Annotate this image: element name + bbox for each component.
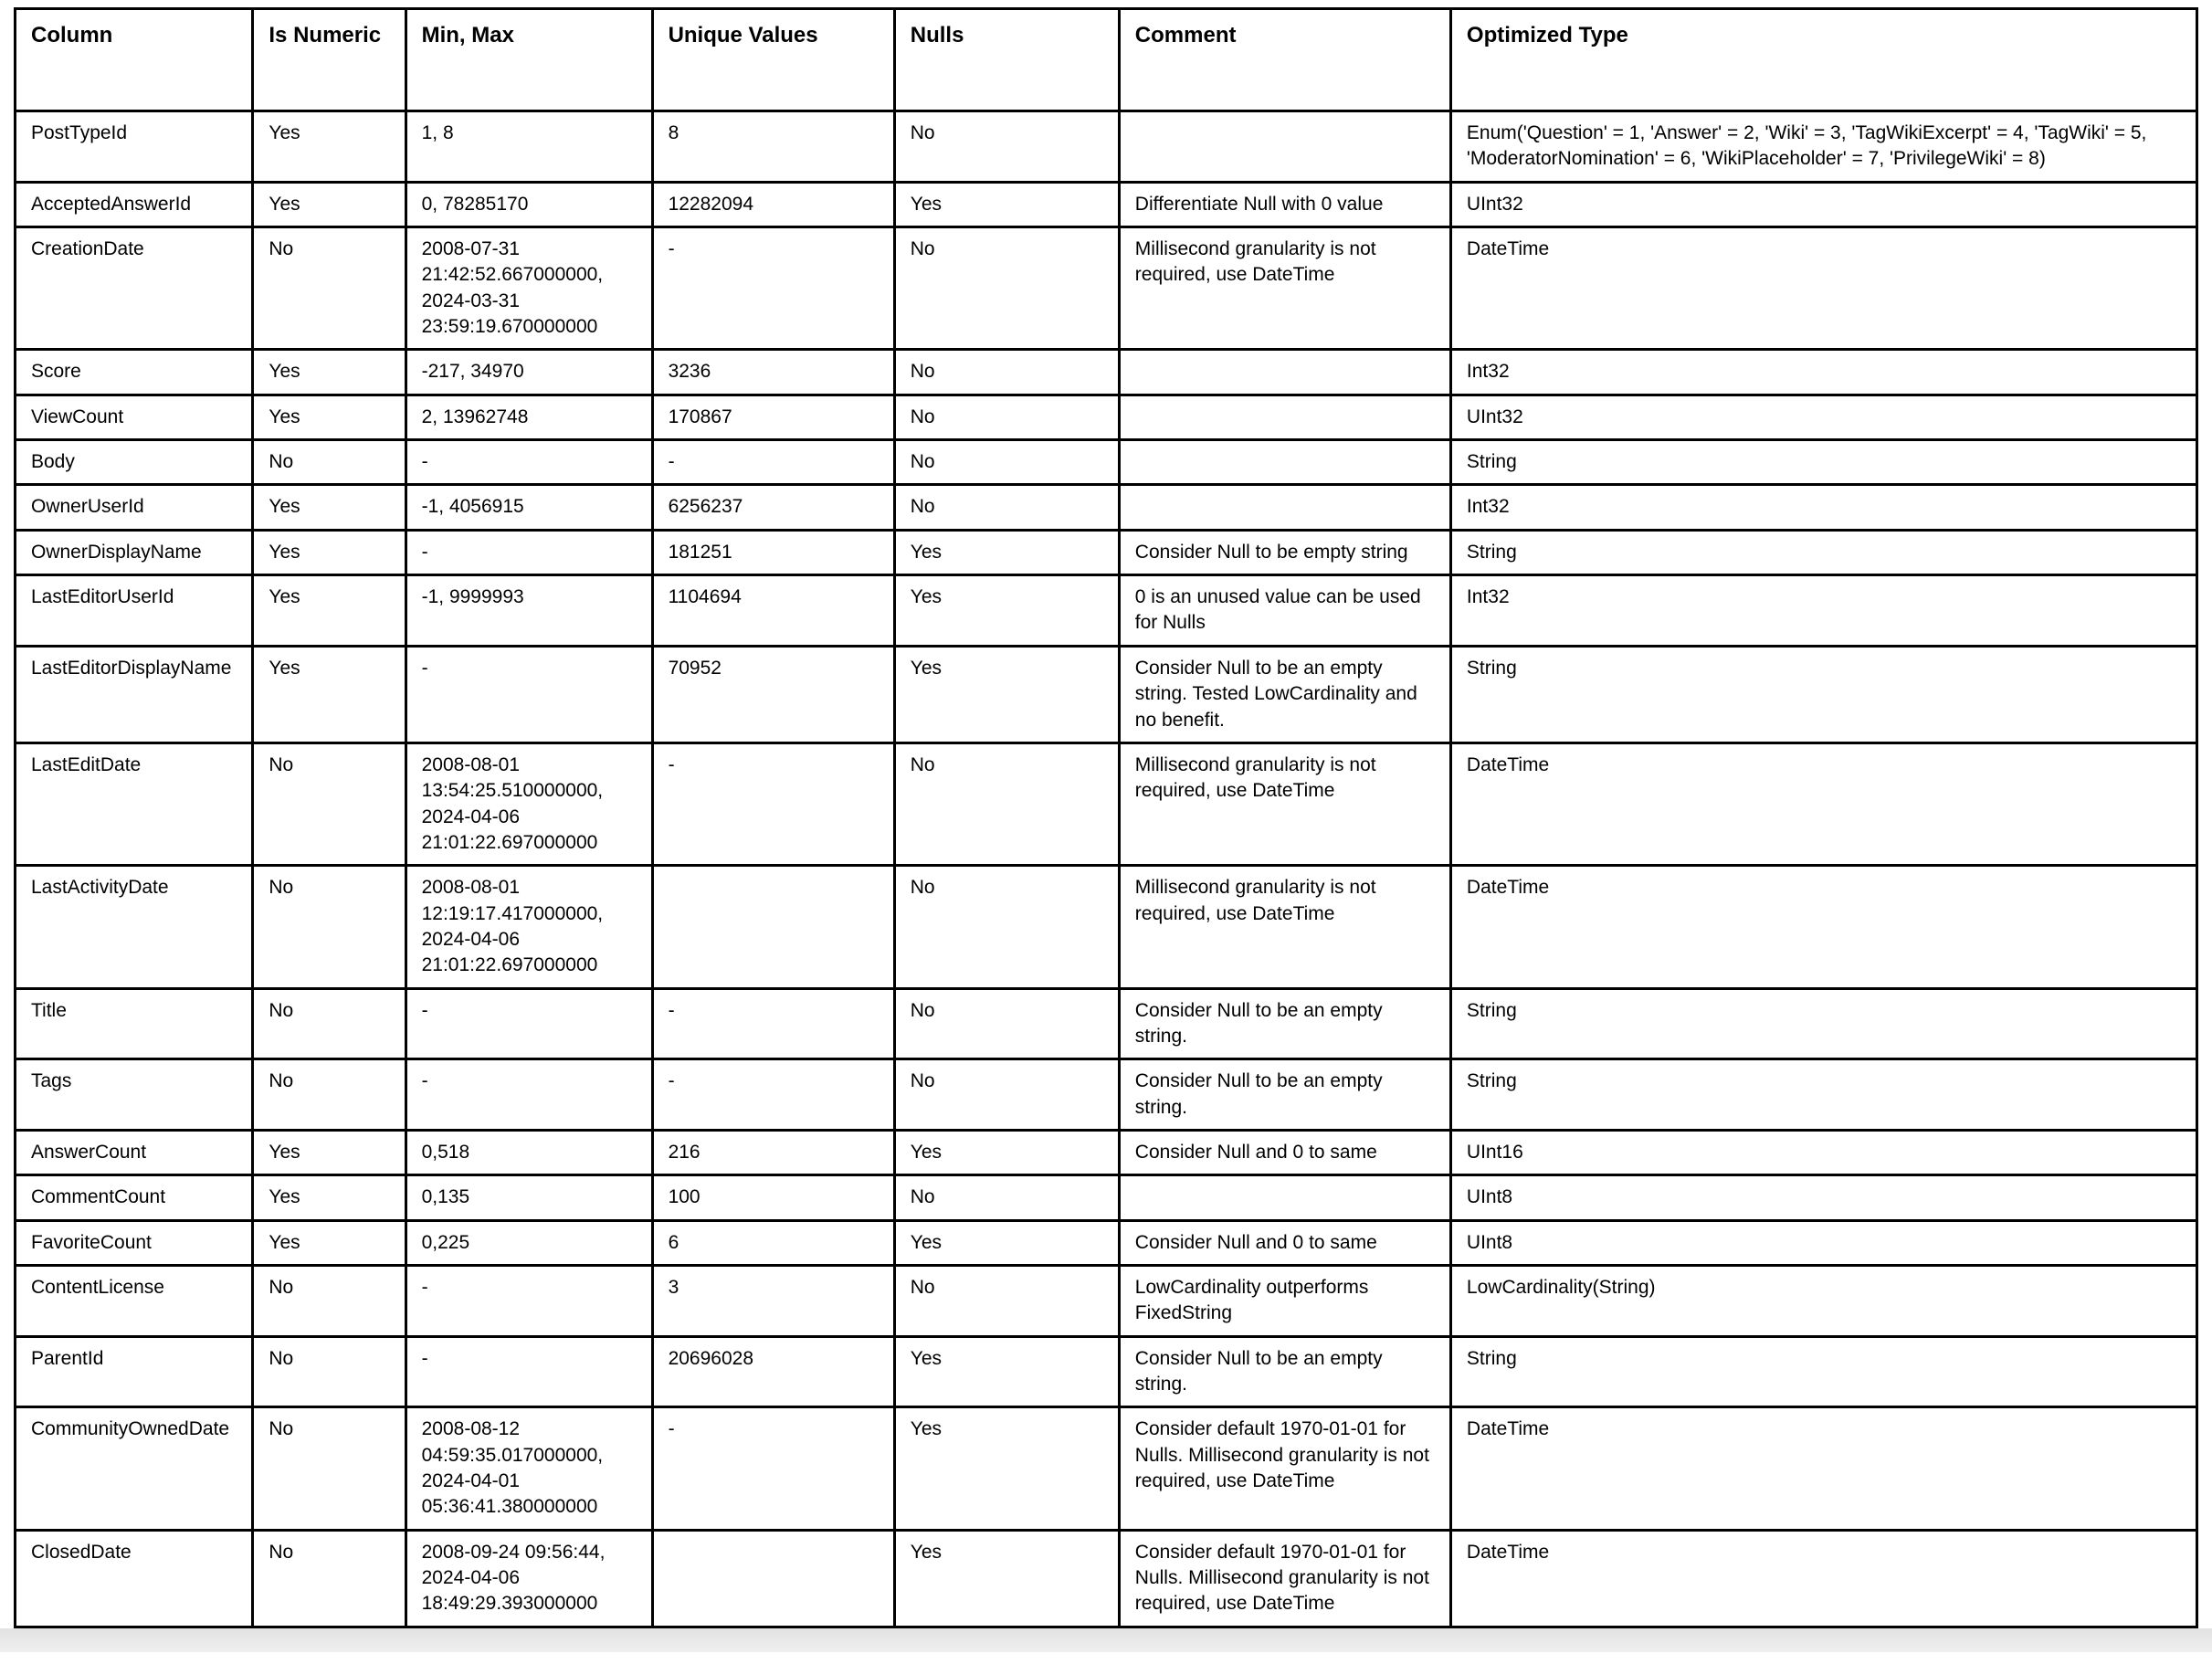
cell-optimized-type: UInt16 [1450, 1130, 2196, 1174]
cell-min-max: 2008-08-12 04:59:35.017000000, 2024-04-01 05:36:41.380000000 [406, 1407, 652, 1530]
cell-column: Score [16, 350, 253, 395]
cell-optimized-type: LowCardinality(String) [1450, 1266, 2196, 1337]
cell-unique-values: - [652, 1407, 894, 1530]
cell-min-max: 0, 78285170 [406, 182, 652, 226]
cell-unique-values: - [652, 227, 894, 350]
column-header-min-max: Min, Max [406, 9, 652, 111]
cell-column: LastEditorUserId [16, 575, 253, 647]
cell-nulls: No [894, 1175, 1119, 1220]
cell-comment: Consider default 1970-01-01 for Nulls. Millisecond granularity is not required, use DateTime [1119, 1407, 1450, 1530]
cell-is-numeric: Yes [253, 530, 406, 574]
cell-comment: Consider Null to be an empty string. [1119, 1336, 1450, 1407]
cell-comment [1119, 111, 1450, 183]
column-header-is-numeric: Is Numeric [253, 9, 406, 111]
cell-min-max: 0,518 [406, 1130, 652, 1174]
column-header-optimized-type: Optimized Type [1450, 9, 2196, 111]
cell-nulls: Yes [894, 646, 1119, 742]
cell-nulls: No [894, 1266, 1119, 1337]
table-row [16, 742, 2197, 865]
cell-column: OwnerDisplayName [16, 530, 253, 574]
cell-unique-values [652, 1530, 894, 1627]
table-row [16, 1266, 2197, 1337]
cell-unique-values: 100 [652, 1175, 894, 1220]
cell-column: OwnerUserId [16, 485, 253, 530]
cell-nulls: No [894, 988, 1119, 1059]
cell-comment: Consider Null and 0 to same [1119, 1220, 1450, 1265]
cell-unique-values: 1104694 [652, 575, 894, 647]
table-row [16, 1130, 2197, 1174]
cell-column: AnswerCount [16, 1130, 253, 1174]
cell-column: Body [16, 440, 253, 485]
cell-min-max: 2008-08-01 12:19:17.417000000, 2024-04-06 21:01:22.697000000 [406, 866, 652, 988]
table-row [16, 1059, 2197, 1131]
cell-optimized-type: Int32 [1450, 575, 2196, 647]
cell-min-max: 2, 13962748 [406, 395, 652, 439]
column-header-nulls: Nulls [894, 9, 1119, 111]
cell-column: CommunityOwnedDate [16, 1407, 253, 1530]
cell-optimized-type: String [1450, 1336, 2196, 1407]
cell-nulls: No [894, 395, 1119, 439]
cell-nulls: No [894, 1059, 1119, 1131]
cell-min-max: 2008-08-01 13:54:25.510000000, 2024-04-06 21:01:22.697000000 [406, 742, 652, 865]
cell-nulls: No [894, 485, 1119, 530]
cell-comment: Differentiate Null with 0 value [1119, 182, 1450, 226]
cell-is-numeric: No [253, 742, 406, 865]
cell-comment: Consider Null to be an empty string. [1119, 1059, 1450, 1131]
cell-optimized-type: DateTime [1450, 1407, 2196, 1530]
cell-unique-values: 216 [652, 1130, 894, 1174]
cell-comment: Consider Null and 0 to same [1119, 1130, 1450, 1174]
cell-comment: LowCardinality outperforms FixedString [1119, 1266, 1450, 1337]
cell-optimized-type: Int32 [1450, 350, 2196, 395]
cell-is-numeric: No [253, 1407, 406, 1530]
cell-unique-values: - [652, 1059, 894, 1131]
cell-min-max: 0,225 [406, 1220, 652, 1265]
cell-column: CreationDate [16, 227, 253, 350]
cell-unique-values: 181251 [652, 530, 894, 574]
cell-nulls: Yes [894, 1220, 1119, 1265]
cell-optimized-type: UInt8 [1450, 1175, 2196, 1220]
cell-unique-values: 8 [652, 111, 894, 183]
table-row [16, 1175, 2197, 1220]
cell-column: ContentLicense [16, 1266, 253, 1337]
cell-nulls: Yes [894, 1336, 1119, 1407]
cell-optimized-type: String [1450, 1059, 2196, 1131]
cell-min-max: 0,135 [406, 1175, 652, 1220]
cell-optimized-type: Int32 [1450, 485, 2196, 530]
cell-min-max: - [406, 1059, 652, 1131]
cell-column: PostTypeId [16, 111, 253, 183]
cell-unique-values [652, 866, 894, 988]
table-row [16, 111, 2197, 183]
cell-is-numeric: No [253, 1266, 406, 1337]
cell-is-numeric: Yes [253, 182, 406, 226]
cell-comment: Millisecond granularity is not required, use DateTime [1119, 227, 1450, 350]
cell-optimized-type: DateTime [1450, 227, 2196, 350]
cell-min-max: 2008-07-31 21:42:52.667000000, 2024-03-31 23:59:19.670000000 [406, 227, 652, 350]
cell-nulls: No [894, 866, 1119, 988]
cell-min-max: 2008-09-24 09:56:44, 2024-04-06 18:49:29.393000000 [406, 1530, 652, 1627]
cell-nulls: Yes [894, 1407, 1119, 1530]
cell-unique-values: 3236 [652, 350, 894, 395]
cell-optimized-type: String [1450, 530, 2196, 574]
table-row [16, 1220, 2197, 1265]
cell-nulls: Yes [894, 182, 1119, 226]
cell-nulls: No [894, 350, 1119, 395]
cell-nulls: Yes [894, 1530, 1119, 1627]
table-row [16, 485, 2197, 530]
cell-optimized-type: String [1450, 988, 2196, 1059]
cell-is-numeric: No [253, 227, 406, 350]
table-row [16, 646, 2197, 742]
cell-comment: Consider Null to be an empty string. Tested LowCardinality and no benefit. [1119, 646, 1450, 742]
cell-column: LastEditorDisplayName [16, 646, 253, 742]
table-row [16, 1530, 2197, 1627]
cell-is-numeric: Yes [253, 1220, 406, 1265]
cell-optimized-type: DateTime [1450, 1530, 2196, 1627]
cell-comment: Consider Null to be an empty string. [1119, 988, 1450, 1059]
cell-unique-values: 170867 [652, 395, 894, 439]
table-row [16, 227, 2197, 350]
cell-optimized-type: String [1450, 440, 2196, 485]
cell-comment: Consider Null to be empty string [1119, 530, 1450, 574]
cell-comment: Millisecond granularity is not required, use DateTime [1119, 866, 1450, 988]
table-row [16, 988, 2197, 1059]
table-row [16, 440, 2197, 485]
table-row [16, 575, 2197, 647]
cell-nulls: No [894, 440, 1119, 485]
cell-optimized-type: UInt8 [1450, 1220, 2196, 1265]
cell-unique-values: 3 [652, 1266, 894, 1337]
cell-nulls: Yes [894, 530, 1119, 574]
cell-comment: 0 is an unused value can be used for Nulls [1119, 575, 1450, 647]
cell-optimized-type: Enum('Question' = 1, 'Answer' = 2, 'Wiki' = 3, 'TagWikiExcerpt' = 4, 'TagWiki' = 5, 'ModeratorNomination' = 6, 'WikiPlaceholder' = 7, 'PrivilegeWiki' = 8) [1450, 111, 2196, 183]
cell-optimized-type: String [1450, 646, 2196, 742]
cell-is-numeric: No [253, 1059, 406, 1131]
cell-min-max: 1, 8 [406, 111, 652, 183]
cell-unique-values: 70952 [652, 646, 894, 742]
cell-is-numeric: No [253, 988, 406, 1059]
cell-column: Tags [16, 1059, 253, 1131]
cell-nulls: No [894, 111, 1119, 183]
cell-min-max: - [406, 988, 652, 1059]
cell-column: ClosedDate [16, 1530, 253, 1627]
cell-is-numeric: No [253, 440, 406, 485]
cell-comment [1119, 440, 1450, 485]
cell-column: AcceptedAnswerId [16, 182, 253, 226]
cell-min-max: - [406, 530, 652, 574]
cell-unique-values: 6 [652, 1220, 894, 1265]
table-body [16, 111, 2197, 1627]
cell-is-numeric: No [253, 866, 406, 988]
cell-unique-values: 20696028 [652, 1336, 894, 1407]
cell-column: CommentCount [16, 1175, 253, 1220]
cell-min-max: - [406, 1336, 652, 1407]
table-row [16, 395, 2197, 439]
cell-optimized-type: DateTime [1450, 742, 2196, 865]
cell-min-max: - [406, 440, 652, 485]
cell-nulls: No [894, 742, 1119, 865]
cell-unique-values: - [652, 440, 894, 485]
table-header-row [16, 9, 2197, 111]
column-header-unique-values: Unique Values [652, 9, 894, 111]
cell-unique-values: - [652, 988, 894, 1059]
table-row [16, 1336, 2197, 1407]
cell-min-max: -217, 34970 [406, 350, 652, 395]
cell-is-numeric: Yes [253, 485, 406, 530]
table-row [16, 1407, 2197, 1530]
cell-comment [1119, 1175, 1450, 1220]
cell-is-numeric: No [253, 1336, 406, 1407]
table-row [16, 182, 2197, 226]
cell-column: ParentId [16, 1336, 253, 1407]
page-bottom-strip [0, 1628, 2212, 1652]
column-header-column: Column [16, 9, 253, 111]
cell-comment: Consider default 1970-01-01 for Nulls. Millisecond granularity is not required, use DateTime [1119, 1530, 1450, 1627]
cell-column: LastEditDate [16, 742, 253, 865]
cell-is-numeric: Yes [253, 395, 406, 439]
cell-comment [1119, 395, 1450, 439]
cell-comment [1119, 485, 1450, 530]
cell-is-numeric: Yes [253, 350, 406, 395]
table-row [16, 866, 2197, 988]
cell-column: ViewCount [16, 395, 253, 439]
cell-optimized-type: UInt32 [1450, 182, 2196, 226]
cell-unique-values: 6256237 [652, 485, 894, 530]
cell-is-numeric: Yes [253, 111, 406, 183]
table-row [16, 350, 2197, 395]
column-header-comment: Comment [1119, 9, 1450, 111]
cell-column: LastActivityDate [16, 866, 253, 988]
cell-min-max: - [406, 1266, 652, 1337]
cell-nulls: Yes [894, 1130, 1119, 1174]
cell-min-max: -1, 9999993 [406, 575, 652, 647]
cell-optimized-type: UInt32 [1450, 395, 2196, 439]
cell-is-numeric: Yes [253, 646, 406, 742]
cell-is-numeric: Yes [253, 1175, 406, 1220]
cell-is-numeric: No [253, 1530, 406, 1627]
cell-nulls: Yes [894, 575, 1119, 647]
cell-column: FavoriteCount [16, 1220, 253, 1265]
cell-unique-values: 12282094 [652, 182, 894, 226]
schema-table [14, 7, 2198, 1628]
cell-comment: Millisecond granularity is not required, use DateTime [1119, 742, 1450, 865]
cell-nulls: No [894, 227, 1119, 350]
cell-column: Title [16, 988, 253, 1059]
document-page [0, 7, 2212, 1664]
cell-min-max: - [406, 646, 652, 742]
table-row [16, 530, 2197, 574]
cell-comment [1119, 350, 1450, 395]
cell-unique-values: - [652, 742, 894, 865]
cell-is-numeric: Yes [253, 575, 406, 647]
cell-min-max: -1, 4056915 [406, 485, 652, 530]
cell-is-numeric: Yes [253, 1130, 406, 1174]
cell-optimized-type: DateTime [1450, 866, 2196, 988]
